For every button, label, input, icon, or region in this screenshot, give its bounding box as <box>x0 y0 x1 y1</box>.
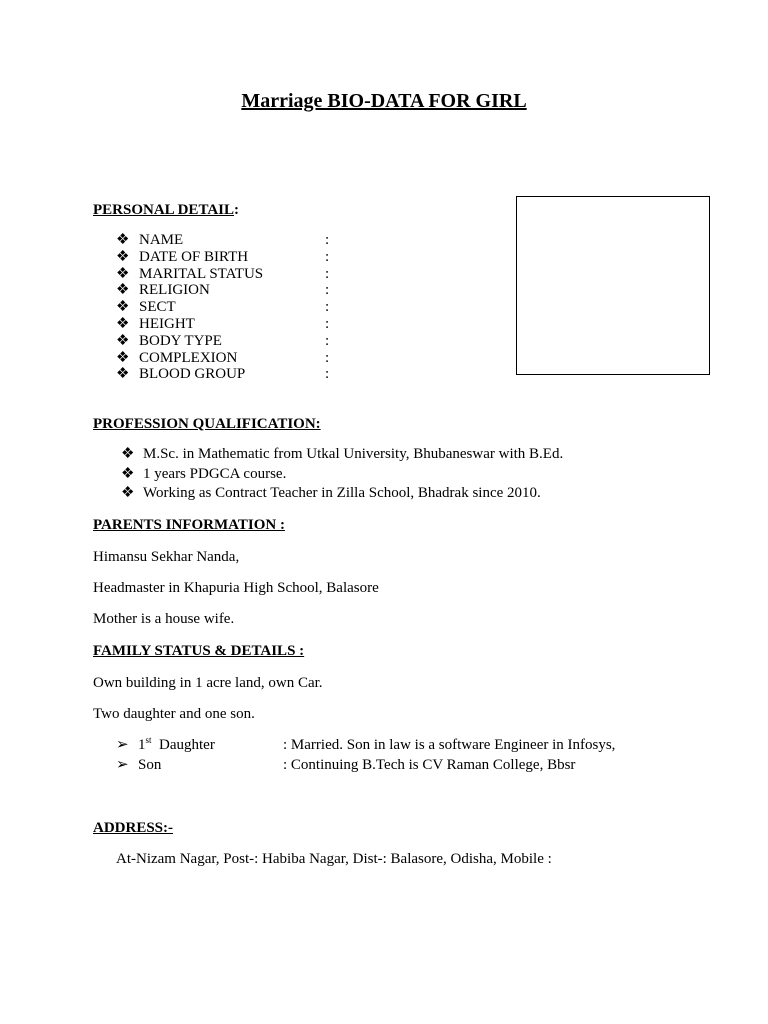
family-line-children: Two daughter and one son. <box>93 706 255 722</box>
diamond-bullet-icon: ❖ <box>121 485 135 501</box>
personal-detail-label: MARITAL STATUS <box>139 265 264 282</box>
personal-detail-colon: : <box>325 248 330 265</box>
personal-detail-heading-wrap <box>93 201 239 219</box>
personal-detail-label: RELIGION <box>139 282 210 299</box>
personal-detail-heading: PERSONAL DETAIL <box>93 202 235 218</box>
arrow-bullet-icon: ➢ <box>116 757 129 773</box>
child-label <box>138 756 161 774</box>
personal-detail-label: DATE OF BIRTH <box>139 248 249 265</box>
personal-detail-colon: : <box>325 232 330 248</box>
profession-heading: PROFESSION QUALIFICATION: <box>93 416 321 432</box>
personal-detail-label: COMPLEXION <box>139 349 238 366</box>
personal-detail-label: BODY TYPE <box>139 332 222 349</box>
profession-item-text: 1 years PDGCA course. <box>143 466 287 482</box>
arrow-bullet-icon: ➢ <box>116 737 129 753</box>
personal-detail-colon: : <box>325 349 330 366</box>
diamond-bullet-icon: ❖ <box>121 446 135 462</box>
child-value: : Continuing B.Tech is CV Raman College, Bbsr <box>283 757 576 773</box>
child-value: : Married. Son in law is a software Engineer in Infosys, <box>283 737 616 753</box>
address-text: At-Nizam Nagar, Post-: Habiba Nagar, Dist-: Balasore, Odisha, Mobile : <box>116 851 552 867</box>
document-title: Marriage BIO-DATA FOR GIRL <box>241 90 527 112</box>
personal-detail-colon: : <box>325 366 330 383</box>
diamond-bullet-icon: ❖ <box>121 466 135 482</box>
family-line-building: Own building in 1 acre land, own Car. <box>93 675 323 691</box>
diamond-bullet-icon: ❖ <box>116 316 130 332</box>
parents-heading: PARENTS INFORMATION : <box>93 517 285 533</box>
diamond-bullet-icon: ❖ <box>116 299 130 316</box>
diamond-bullet-icon: ❖ <box>116 232 130 248</box>
photo-placeholder-box <box>516 196 710 375</box>
family-heading: FAMILY STATUS & DETAILS : <box>93 643 305 659</box>
diamond-bullet-icon: ❖ <box>116 282 130 299</box>
personal-detail-label: HEIGHT <box>139 316 195 332</box>
address-heading: ADDRESS:- <box>93 820 174 836</box>
personal-detail-label: NAME <box>139 232 184 248</box>
profession-item-text: Working as Contract Teacher in Zilla School, Bhadrak since 2010. <box>143 485 541 501</box>
personal-detail-colon: : <box>325 282 330 299</box>
diamond-bullet-icon: ❖ <box>116 349 130 366</box>
child-label-number: 1 <box>138 737 146 753</box>
personal-detail-colon: : <box>325 265 330 282</box>
child-label-text: Daughter <box>151 737 215 753</box>
profession-item-text: M.Sc. in Mathematic from Utkal University, Bhubaneswar with B.Ed. <box>143 446 564 462</box>
diamond-bullet-icon: ❖ <box>116 248 130 265</box>
personal-detail-colon: : <box>325 332 330 349</box>
diamond-bullet-icon: ❖ <box>116 366 130 383</box>
personal-detail-colon: : <box>325 316 330 332</box>
personal-detail-label: BLOOD GROUP <box>139 366 246 383</box>
personal-detail-colon: : <box>325 299 330 316</box>
parents-line-mother: Mother is a house wife. <box>93 611 235 627</box>
child-label-ordinal: st <box>145 735 152 745</box>
diamond-bullet-icon: ❖ <box>116 332 130 349</box>
parents-line-father-job: Headmaster in Khapuria High School, Balasore <box>93 580 379 596</box>
personal-detail-heading-colon: : <box>234 202 240 218</box>
diamond-bullet-icon: ❖ <box>116 265 130 282</box>
parents-line-father-name: Himansu Sekhar Nanda, <box>93 549 240 565</box>
child-label <box>138 736 215 754</box>
child-label-text: Son <box>138 757 162 773</box>
personal-detail-label: SECT <box>139 299 176 316</box>
